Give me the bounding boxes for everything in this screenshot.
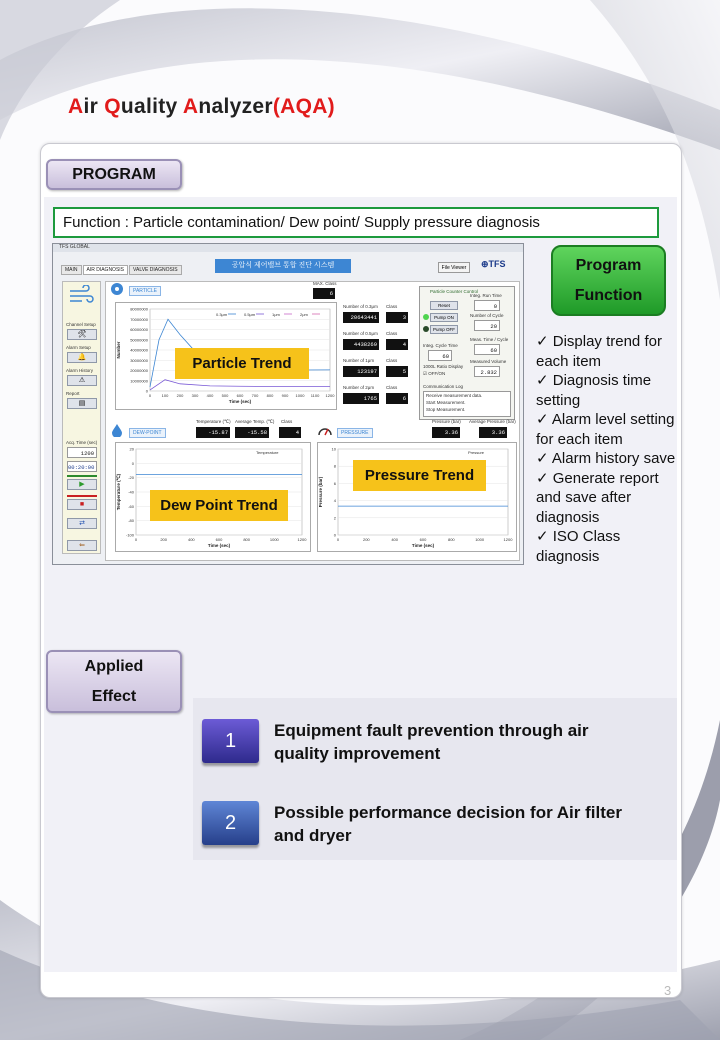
function-item: ✓ Diagnosis time setting — [536, 372, 652, 409]
particle-trend-label: Particle Trend — [175, 348, 309, 379]
particle-count-value: 123197 — [343, 366, 379, 377]
y-tick-label: 2 — [333, 515, 336, 521]
pcc-title: Particle Counter Control — [430, 289, 479, 294]
integ-run-time-value: 0 — [474, 300, 500, 311]
off-on-toggle[interactable]: ☑ OFF/ON — [423, 371, 446, 376]
dew-class-value: 4 — [279, 427, 301, 438]
tab-air-diagnosis[interactable]: AIR DIAGNOSIS — [83, 265, 129, 275]
y-tick-label: 6 — [333, 480, 336, 486]
particle-readout-label: Number of 0.5μm — [343, 331, 378, 336]
function-item: ✓ Alarm level setting for each item — [536, 411, 675, 448]
y-tick-label: 10 — [331, 446, 336, 452]
x-tick-label: 600 — [419, 537, 427, 542]
y-tick-label: -60 — [128, 503, 134, 509]
y-tick-label: 20 — [129, 446, 134, 452]
file-viewer-button[interactable]: File Viewer — [438, 262, 470, 273]
y-tick-label: 60000000 — [130, 327, 148, 332]
legend-label: 0.5μm — [244, 312, 256, 317]
y-tick-label: 8 — [333, 463, 336, 469]
program-label: PROGRAM — [46, 159, 182, 190]
particle-count-value: 4438269 — [343, 339, 379, 350]
y-axis-label: Number — [116, 341, 121, 359]
x-tick-label: 0 — [148, 393, 152, 398]
app-header: 공압식 제어밸브 통합 진단 시스템 — [215, 259, 351, 273]
integ-cycle-time-label: Integ. Cycle Time — [423, 343, 458, 348]
y-tick-label: -80 — [128, 518, 134, 524]
legend-label: Pressure — [468, 450, 485, 455]
particle-class-label: Class — [386, 304, 398, 309]
legend-label: Temperature — [256, 450, 279, 455]
app-sidebar — [62, 281, 101, 554]
pressure-trend-label: Pressure Trend — [353, 460, 486, 491]
x-tick-label: 500 — [221, 393, 229, 398]
comm-log-line: Stop Measurement. — [426, 407, 466, 412]
applied-effect-label: Applied Effect — [46, 650, 182, 713]
y-tick-label: 0 — [131, 460, 134, 466]
y-tick-label: 40000000 — [130, 347, 148, 353]
particle-readout-label: Number of 1μm — [343, 358, 375, 363]
program-function-label: Program Function — [551, 245, 666, 316]
report-label: Report — [66, 391, 80, 396]
exit-icon: ⇐ — [79, 542, 85, 549]
stop-bar — [67, 495, 97, 497]
x-tick-label: 1200 — [503, 537, 513, 542]
x-tick-label: 800 — [266, 393, 274, 398]
effect-number-badge: 2 — [202, 801, 259, 845]
y-tick-label: 0 — [145, 388, 148, 394]
temperature-value: -15.87 — [196, 427, 230, 438]
integ-run-time-label: Integ. Run Time — [470, 293, 502, 298]
num-cycle-input[interactable]: 20 — [474, 320, 500, 331]
effect-item-1 — [202, 719, 622, 761]
ratio-display-label: 1000L Ratio Display — [423, 364, 464, 369]
x-tick-label: 1200 — [297, 537, 307, 542]
refresh-button[interactable] — [67, 518, 97, 529]
acq-time-input[interactable]: 1200 — [67, 447, 97, 458]
dewpoint-section-label: DEW-POINT — [129, 428, 166, 438]
particle-class-value: 6 — [386, 393, 408, 404]
x-tick-label: 1000 — [269, 537, 279, 542]
comm-log-line: Receive measurement data. — [426, 393, 483, 398]
x-tick-label: 600 — [215, 537, 223, 542]
pump-off-button[interactable]: Pump OFF — [430, 325, 458, 334]
refresh-icon: ⇄ — [79, 520, 85, 527]
channel-setup-button[interactable] — [67, 329, 97, 340]
avg-temp-value: -15.58 — [235, 427, 269, 438]
y-tick-label: -100 — [125, 532, 134, 538]
x-tick-label: 0 — [134, 537, 138, 542]
x-tick-label: 1100 — [310, 393, 320, 398]
x-axis-label: Time (sec) — [207, 543, 231, 548]
y-tick-label: 0 — [333, 532, 336, 538]
meas-time-input[interactable]: 60 — [474, 344, 500, 355]
y-axis-label: Pressure (bar) — [318, 476, 323, 508]
particle-count-value: 1765 — [343, 393, 379, 404]
elapsed-time: 00:20:00 — [67, 461, 97, 472]
pressure-section-label: PRESSURE — [337, 428, 373, 438]
particle-class-label: Class — [386, 385, 398, 390]
y-tick-label: 50000000 — [130, 337, 148, 343]
stop-button[interactable] — [67, 499, 97, 510]
warning-icon: ⚠ — [78, 377, 86, 384]
pressure-trend-chart — [317, 442, 517, 552]
particle-readout-label: Number of 2μm — [343, 385, 375, 390]
droplet-icon — [110, 423, 124, 437]
dew-class-label: Class — [281, 419, 293, 424]
particle-counter-control — [419, 286, 515, 420]
alarm-history-label: Alarm History — [66, 368, 94, 373]
y-axis-label: Temperature (℃) — [116, 473, 121, 511]
particle-icon — [110, 282, 124, 296]
max-class-label: MAX. Class — [313, 281, 337, 286]
exit-button[interactable] — [67, 540, 97, 551]
reset-button[interactable]: Reset — [430, 301, 458, 310]
particle-class-label: Class — [386, 358, 398, 363]
comm-log-line: Start Measurement. — [426, 400, 466, 405]
y-tick-label: 70000000 — [130, 316, 148, 322]
legend-label: 2μm — [300, 312, 308, 317]
x-tick-label: 100 — [161, 393, 169, 398]
y-tick-label: 4 — [333, 498, 336, 504]
function-item: ✓ ISO Class diagnosis — [536, 528, 621, 565]
dewpoint-trend-label: Dew Point Trend — [150, 490, 288, 521]
tab-main[interactable]: MAIN — [61, 265, 82, 275]
x-axis-label: Time (sec) — [411, 543, 435, 548]
y-tick-label: -20 — [128, 475, 134, 481]
play-icon: ▶ — [79, 481, 85, 488]
x-tick-label: 200 — [176, 393, 184, 398]
stop-icon: ■ — [79, 501, 85, 508]
page-title: Air Quality Analyzer(AQA) — [68, 95, 335, 118]
channel-setup-label: Channel Setup — [66, 322, 96, 327]
progress-bar — [67, 475, 97, 477]
function-item: ✓ Display trend for each item — [536, 333, 662, 370]
pressure-label: Pressure (bar) — [432, 419, 461, 424]
x-tick-label: 800 — [243, 537, 251, 542]
function-item: ✓ Generate report and save after diagnosis — [536, 469, 659, 526]
x-tick-label: 200 — [160, 537, 168, 542]
pump-off-indicator — [423, 326, 429, 332]
pump-on-indicator — [423, 314, 429, 320]
x-tick-label: 1000 — [475, 537, 485, 542]
start-button[interactable] — [67, 479, 97, 490]
max-class-value: 6 — [313, 288, 335, 299]
measured-volume-value: 2.832 — [474, 366, 500, 377]
integ-cycle-time-input[interactable]: 60 — [428, 350, 452, 361]
tab-valve-diagnosis[interactable]: VALVE DIAGNOSIS — [129, 265, 182, 275]
x-tick-label: 300 — [191, 393, 199, 398]
y-tick-label: 30000000 — [130, 357, 148, 363]
wrench-icon: 🛠 — [77, 331, 87, 338]
function-description: Function : Particle contamination/ Dew point/ Supply pressure diagnosis — [53, 207, 659, 238]
app-screenshot — [52, 243, 524, 565]
alarm-setup-button[interactable] — [67, 352, 97, 363]
x-tick-label: 400 — [187, 537, 195, 542]
x-tick-label: 600 — [236, 393, 244, 398]
y-tick-label: 80000000 — [130, 306, 148, 312]
function-list — [536, 332, 686, 566]
pump-on-button[interactable]: Pump ON — [430, 313, 458, 322]
particle-readout-label: Number of 0.3μm — [343, 304, 378, 309]
avg-temp-label: Average Temp. (℃) — [235, 419, 275, 424]
effect-text: Possible performance decision for Air filter and dryer — [274, 803, 622, 845]
particle-class-value: 4 — [386, 339, 408, 350]
bell-icon: 🔔 — [77, 354, 87, 361]
acq-time-label: Acq. Time (sec) — [66, 440, 98, 445]
comm-log-label: Communication Log — [423, 384, 464, 389]
particle-count-value: 20643441 — [343, 312, 379, 323]
gauge-icon — [317, 423, 333, 437]
document-icon: ▤ — [78, 400, 86, 407]
particle-class-value: 5 — [386, 366, 408, 377]
legend-label: 0.3μm — [216, 312, 228, 317]
x-axis-label: Time (sec) — [228, 399, 252, 404]
y-tick-label: 20000000 — [130, 368, 148, 373]
effect-item-2 — [202, 801, 622, 843]
x-tick-label: 900 — [281, 393, 289, 398]
x-tick-label: 700 — [251, 393, 259, 398]
x-tick-label: 200 — [362, 537, 370, 542]
x-tick-label: 1200 — [325, 393, 335, 398]
tfs-logo: ⊕TFS — [481, 259, 506, 269]
x-tick-label: 800 — [447, 537, 455, 542]
alarm-setup-label: Alarm Setup — [66, 345, 91, 350]
meas-time-label: Meas. Time / Cycle — [470, 337, 509, 342]
num-cycle-label: Number of Cycle — [470, 313, 504, 318]
x-tick-label: 400 — [206, 393, 214, 398]
legend-label: 1μm — [272, 312, 280, 317]
avg-pressure-value: 3.36 — [479, 427, 507, 438]
avg-pressure-label: Average Pressure (bar) — [469, 419, 516, 424]
y-tick-label: -40 — [128, 489, 134, 495]
x-tick-label: 0 — [336, 537, 340, 542]
measured-volume-label: Measured Volume — [470, 359, 507, 364]
temperature-label: Temperature (℃) — [196, 419, 231, 424]
page-number: 3 — [664, 983, 672, 998]
report-button[interactable] — [67, 398, 97, 409]
x-tick-label: 1000 — [295, 393, 305, 398]
particle-class-value: 3 — [386, 312, 408, 323]
comm-log-box[interactable] — [423, 391, 511, 417]
function-item: ✓ Alarm history save — [536, 450, 676, 467]
app-tabs — [61, 265, 182, 275]
y-tick-label: 10000000 — [130, 378, 148, 384]
pressure-value: 3.36 — [432, 427, 460, 438]
app-window-title: TFS GLOBAL — [53, 244, 524, 252]
particle-class-label: Class — [386, 331, 398, 336]
effect-number-badge: 1 — [202, 719, 259, 763]
air-icon — [68, 285, 96, 307]
particle-section-label: PARTICLE — [129, 286, 161, 296]
x-tick-label: 400 — [391, 537, 399, 542]
effect-text: Equipment fault prevention through air quality improvement — [274, 721, 589, 763]
alarm-history-button[interactable] — [67, 375, 97, 386]
